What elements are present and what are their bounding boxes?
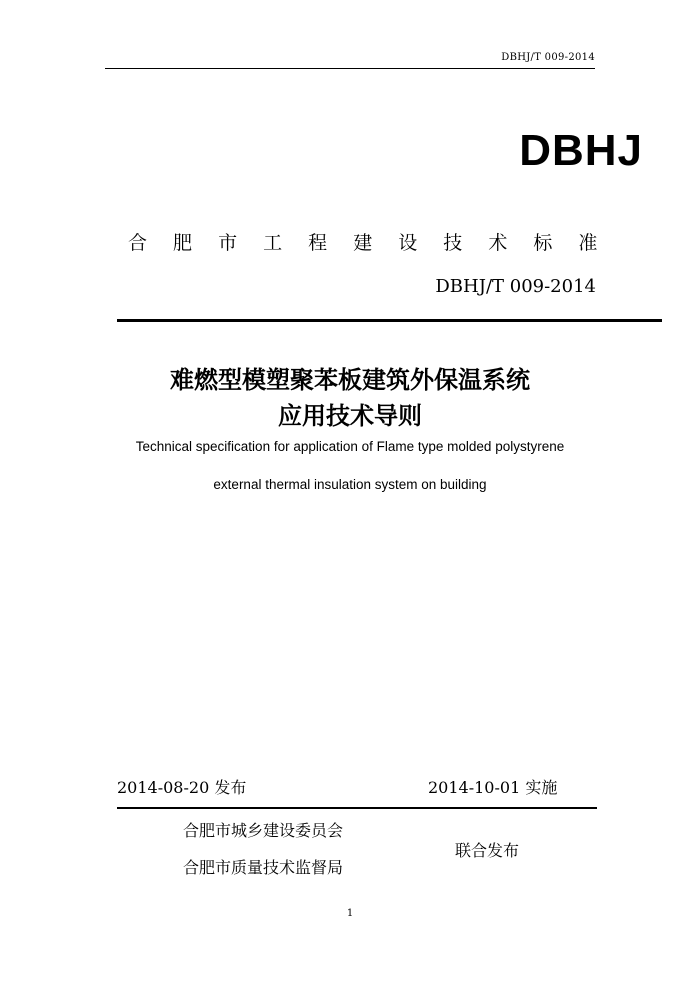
header-standard-code: DBHJ/T 009-2014: [501, 52, 595, 63]
implementation-date: 2014-10-01 实施: [428, 778, 558, 797]
page-number: 1: [346, 908, 354, 919]
title-divider: [117, 319, 662, 322]
english-title-line-2: external thermal insulation system on building: [213, 477, 487, 492]
issuer-2: 合肥市质量技术监督局: [183, 858, 344, 877]
header-divider: [105, 68, 595, 69]
joint-issue-label: 联合发布: [455, 841, 520, 860]
document-title-line-2: 应用技术导则: [278, 403, 422, 430]
document-title-line-1: 难燃型模塑聚苯板建筑外保温系统: [170, 367, 530, 394]
issue-date: 2014-08-20 发布: [117, 778, 247, 797]
standard-logo: DBHJ: [519, 126, 643, 175]
footer-divider: [117, 807, 597, 809]
english-title-line-1: Technical specification for application of Flame type molded polystyrene: [135, 439, 565, 454]
standard-number: DBHJ/T 009-2014: [435, 276, 596, 297]
issuer-1: 合肥市城乡建设委员会: [183, 821, 344, 840]
standard-type-label: 合 肥 市 工 程 建 设 技 术 标 准: [128, 232, 608, 254]
